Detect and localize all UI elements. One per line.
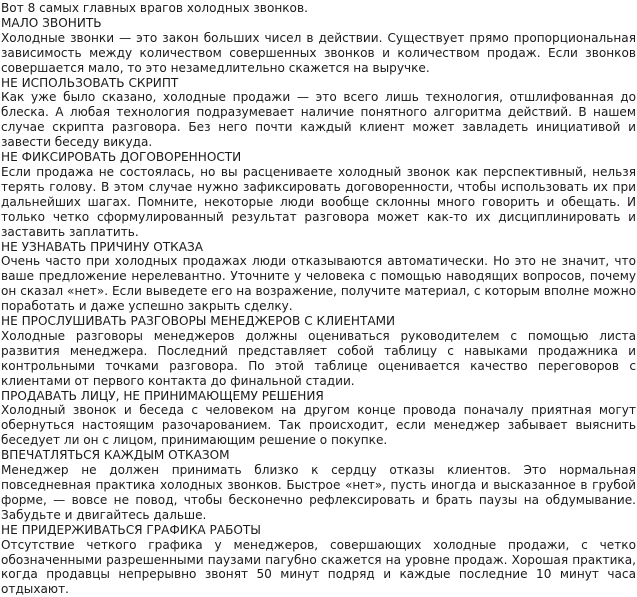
section-text-2: Как уже было сказано, холодные продажи — это всего лишь технология, отшлифованная до блеска. А любая технология подразумевает наличие понятного алгоритма действий. В нашем случае скрипта разговора. Без него почти каждый клиент может завладеть инициативой и завести беседу викуда. — [1, 90, 636, 150]
section-text-7: Менеджер не должен принимать близко к сердцу отказы клиентов. Это нормальная повседневная практика холодных звонков. Быстрое «нет», пусть иногда и высказанное в грубой форме, — вовсе не повод, чтобы бесконечно рефлексировать и брать паузы на обдумывание. Забудьте и двигайтесь дальше. — [1, 463, 636, 522]
section-text-5: Холодные разговоры менеджеров должны оцениваться руководителем с помощью листа развития менеджера. Последний представляет собой таблицу с навыками продажника и контрольными точками разговора. По этой таблице оценивается качество переговоров с клиентами от первого контакта до финальной стадии. — [1, 328, 636, 388]
section-heading-8: НЕ ПРИДЕРЖИВАТЬСЯ ГРАФИКА РАБОТЫ — [1, 522, 261, 537]
section-heading-5: НЕ ПРОСЛУШИВАТЬ РАЗГОВОРЫ МЕНЕДЖЕРОВ С КЛИЕНТАМИ — [1, 314, 396, 329]
section-heading-6: ПРОДАВАТЬ ЛИЦУ, НЕ ПРИНИМАЮЩЕМУ РЕШЕНИЯ — [1, 388, 324, 403]
section-heading-2: НЕ ИСПОЛЬЗОВАТЬ СКРИПТ — [1, 75, 179, 90]
section-text-4: Очень часто при холодных продажах люди отказываются автоматически. Но это не значит, что ваше предложение нерелевантно. Уточните у человека с помощью наводящих вопросов, почему он сказал «нет». Если выведете его на возражение, получите материал, с которым вполне можно поработать и даже успешно закрыть сделку. — [1, 254, 636, 314]
section-heading-4: НЕ УЗНАВАТЬ ПРИЧИНУ ОТКАЗА — [1, 239, 204, 254]
section-heading-1: МАЛО ЗВОНИТЬ — [1, 15, 102, 30]
section-text-8: Отсутствие четкого графика у менеджеров, совершающих холодные продажи, с четко обозначенными разрешенными паузами пагубно скажется на уровне продаж. Хорошая практика, когда продавцы непрерывно звонят 50 минут подряд и каждые последние 10 минут часа отдыхают. — [1, 537, 636, 597]
section-text-1: Холодные звонки — это закон больших чисел в действии. Существует прямо пропорциональная зависимость между количеством совершенных звонков и количеством продаж. Если звонков совершается мало, то это незамедлительно скажется на выручке. — [1, 30, 636, 75]
section-heading-7: ВПЕЧАТЛЯТЬСЯ КАЖДЫМ ОТКАЗОМ — [1, 448, 230, 463]
intro-text: Вот 8 самых главных врагов холодных звонков. — [1, 1, 308, 15]
section-text-6: Холодный звонок и беседа с человеком на другом конце провода поначалу приятная могут обернуться настоящим разочарованием. Так происходит, если менеджер забывает выяснить беседует ли он с лицом, принимающим решение о покупке. — [1, 403, 636, 448]
section-heading-3: НЕ ФИКСИРОВАТЬ ДОГОВОРЕННОСТИ — [1, 150, 242, 165]
section-text-3: Если продажа не состоялась, но вы расцениваете холодный звонок как перспективный, нельзя терять голову. В этом случае нужно зафиксировать договоренности, чтобы использовать их при дальнейших шагах. Помните, некоторые люди вообще склонны много говорить и обещать. И только четко сформулированный результат разговора может как-то их дисциплинировать и заставить заплатить. — [1, 164, 636, 239]
